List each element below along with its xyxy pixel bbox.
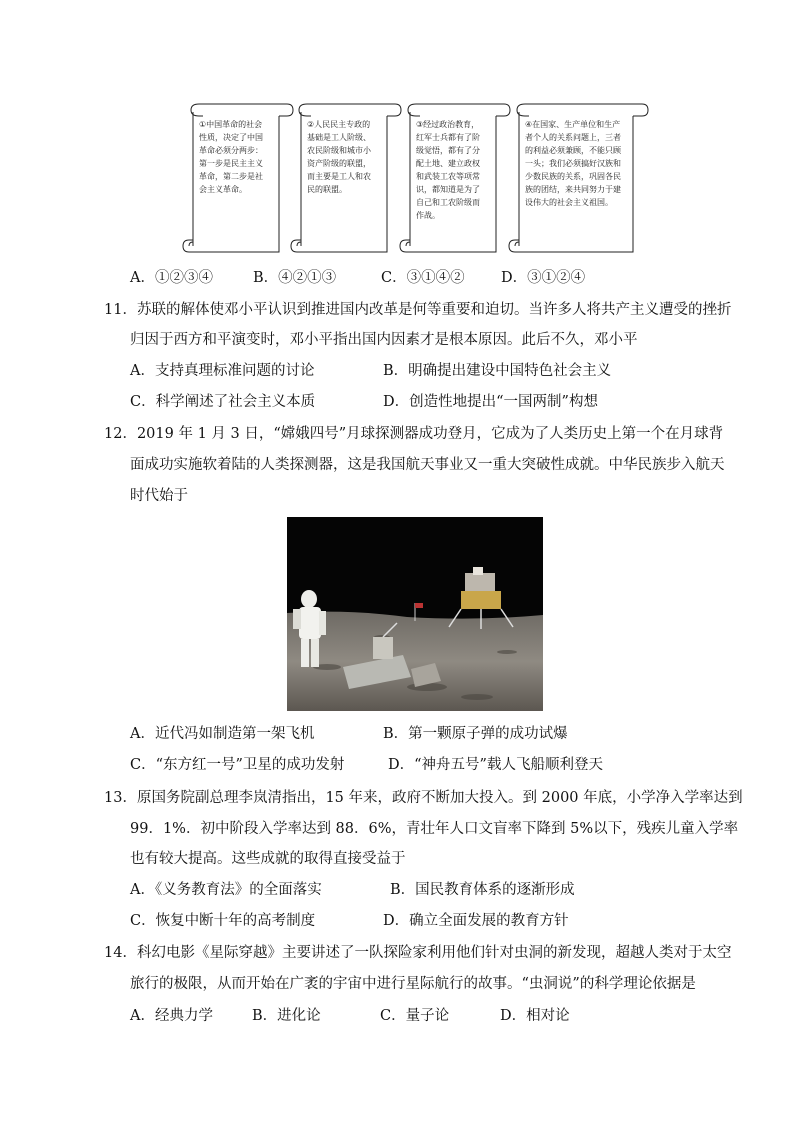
q14-option-a[interactable]: A．经典力学: [130, 1008, 213, 1024]
q13-option-b[interactable]: B．国民教育体系的逐渐形成: [390, 882, 575, 898]
q12-stem-line-1: 12．2019 年 1 月 3 日，“嫦娥四号”月球探测器成功登月，它成为了人类历史上第一个在月球背: [104, 426, 724, 442]
scroll-1: [179, 98, 295, 258]
scroll-text-4: ④在国家、生产单位和生产者个人的关系问题上，三者的利益必须兼顾，不能只顾一头；我们必须搞好汉族和少数民族的关系，巩固各民族的团结，来共同努力于建设伟大的社会主义祖国。: [525, 120, 621, 207]
q14-option-d[interactable]: D．相对论: [500, 1008, 570, 1024]
q11-option-d[interactable]: D．创造性地提出“一国两制”构想: [383, 394, 598, 410]
q14-option-b[interactable]: B．进化论: [252, 1008, 321, 1024]
q14-stem-line-2: 旅行的极限，从而开始在广袤的宇宙中进行星际航行的故事。“虫洞说”的科学理论依据是: [130, 976, 696, 992]
q13-stem-line-3: 也有较大提高。这些成就的取得直接受益于: [130, 851, 406, 867]
scroll-2: [287, 98, 403, 258]
q12-option-b[interactable]: B．第一颗原子弹的成功试爆: [383, 726, 568, 742]
scroll-text-1: ①中国革命的社会性质，决定了中国革命必须分两步：第一步是民主主义革命，第二步是社会主义革命。: [199, 120, 263, 194]
q13-option-c[interactable]: C．恢复中断十年的高考制度: [130, 913, 316, 929]
q14-option-c[interactable]: C．量子论: [380, 1008, 450, 1024]
q12-option-a[interactable]: A．近代冯如制造第一架飞机: [130, 726, 315, 742]
scroll-4: [505, 98, 650, 258]
q13-stem-line-2: 99．1%．初中阶段入学率达到 88．6%，青壮年人口文盲率下降到 5%以下，残疾儿童入学率: [130, 821, 739, 837]
q13-stem-line-1: 13．原国务院副总理李岚清指出，15 年来，政府不断加大投入。到 2000 年底，小学净入学率达到: [104, 790, 743, 806]
scroll-text-3: ③经过政治教育，红军士兵都有了阶级觉悟，都有了分配土地、建立政权和武装工农等项常识，都知道是为了自己和工农阶级而作战。: [416, 120, 480, 220]
q13-option-a[interactable]: A．《义务教育法》的全面落实: [130, 882, 322, 898]
q10-option-d[interactable]: D．③①②④: [501, 270, 586, 286]
q10-option-b[interactable]: B．④②①③: [253, 270, 337, 286]
q14-stem-line-1: 14．科幻电影《星际穿越》主要讲述了一队探险家利用他们针对虫洞的新发现，超越人类对于太空: [104, 945, 732, 961]
scroll-3: [396, 98, 512, 258]
moon-landing-photo: [287, 517, 543, 711]
q11-option-b[interactable]: B．明确提出建设中国特色社会主义: [383, 363, 612, 379]
q11-stem-line-2: 归因于西方和平演变时，邓小平指出国内因素才是根本原因。此后不久，邓小平: [130, 332, 638, 348]
q13-option-d[interactable]: D．确立全面发展的教育方针: [383, 913, 569, 929]
q12-option-d[interactable]: D．“神舟五号”载人飞船顺利登天: [388, 757, 603, 773]
q12-stem-line-2: 面成功实施软着陆的人类探测器，这是我国航天事业又一重大突破性成就。中华民族步入航天: [130, 457, 725, 473]
q12-option-c[interactable]: C．“东方红一号”卫星的成功发射: [130, 757, 345, 773]
q10-option-a[interactable]: A．①②③④: [130, 270, 213, 286]
q10-option-c[interactable]: C．③①④②: [381, 270, 465, 286]
q11-option-a[interactable]: A．支持真理标准问题的讨论: [130, 363, 315, 379]
q11-option-c[interactable]: C．科学阐述了社会主义本质: [130, 394, 316, 410]
scroll-text-2: ②人民民主专政的基础是工人阶级、农民阶级和城市小资产阶级的联盟，而主要是工人和农民的联盟。: [307, 120, 371, 194]
q11-stem-line-1: 11．苏联的解体使邓小平认识到推进国内改革是何等重要和迫切。当许多人将共产主义遭受的挫折: [104, 302, 732, 318]
q12-stem-line-3: 时代始于: [130, 488, 188, 504]
